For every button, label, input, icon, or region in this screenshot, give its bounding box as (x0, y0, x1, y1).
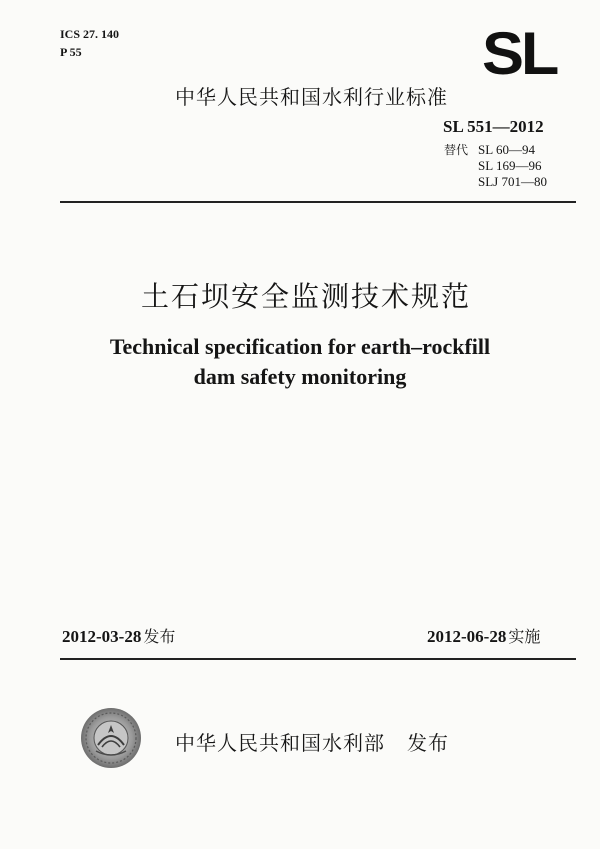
title-english-line-2: dam safety monitoring (193, 364, 407, 389)
issue-date (62, 626, 175, 648)
superseded-standard: SL 60—94 (478, 142, 535, 157)
implementation-date-suffix: 实施 (508, 627, 541, 646)
supersedes-block (444, 142, 547, 190)
title-chinese: 土石坝安全监测技术规范 (140, 280, 471, 313)
supersedes-row (444, 174, 547, 190)
ministry-seal-emblem (80, 707, 142, 769)
seal-icon (80, 707, 142, 769)
implementation-date (427, 626, 540, 648)
superseded-standard: SLJ 701—80 (478, 174, 547, 189)
title-english-line-1: Technical specification for earth–rockfill (109, 334, 491, 359)
publisher-suffix: 发布 (407, 731, 449, 755)
p-code: P 55 (60, 45, 82, 59)
publisher-name: 中华人民共和国水利部 (175, 731, 385, 755)
standard-category: 中华人民共和国水利行业标准 (175, 85, 448, 109)
supersedes-row (444, 142, 547, 158)
ics-code: ICS 27. 140 (60, 27, 120, 41)
publisher (175, 730, 449, 756)
issue-date-suffix: 发布 (143, 627, 176, 646)
issue-date-value: 2012-03-28 (62, 627, 142, 646)
standard-number: SL 551—2012 (443, 117, 544, 136)
supersedes-row (444, 158, 547, 174)
top-divider (60, 201, 576, 203)
title-english (0, 332, 600, 392)
sl-logo (482, 20, 578, 87)
superseded-standard: SL 169—96 (478, 158, 542, 173)
bottom-divider (60, 658, 576, 660)
implementation-date-value: 2012-06-28 (427, 627, 507, 646)
supersedes-label: 替代 (444, 143, 469, 157)
sl-logo-text: SL (482, 20, 557, 87)
